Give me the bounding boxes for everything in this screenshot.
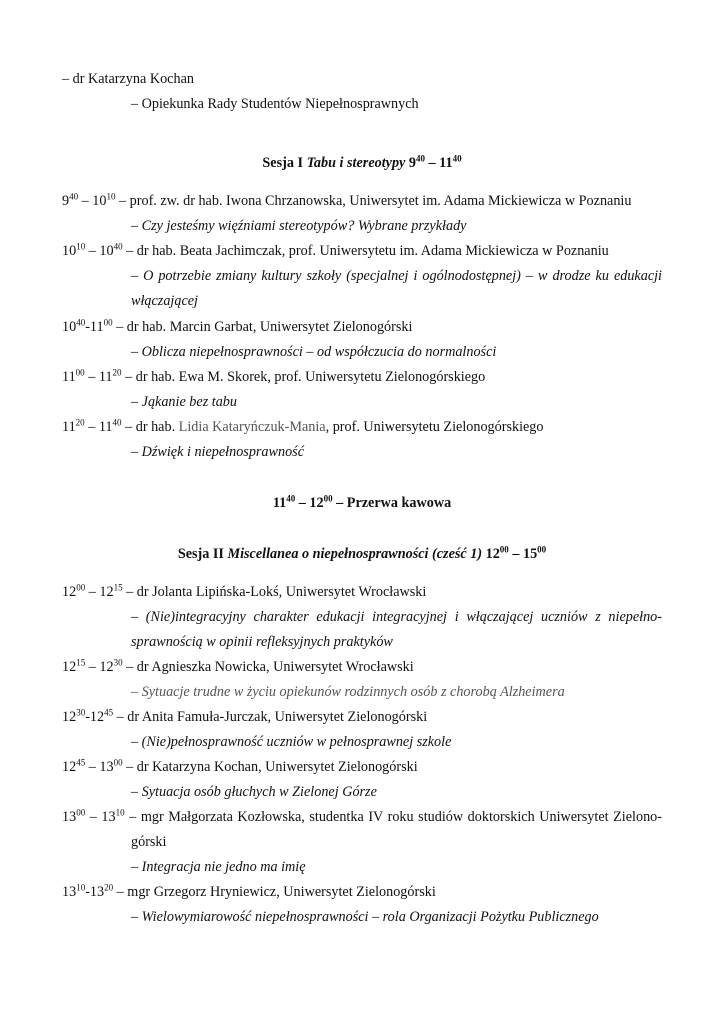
- talk-speaker: $13^{10}-13^{20}$ – mgr Grzegorz Hryniewicz, Uniwersytet Zielonogórski: [62, 882, 436, 900]
- talk-speaker: $12^{45} - 13^{00}$ – dr Katarzyna Kochan, Uniwersytet Zielonogórski: [62, 757, 418, 775]
- coordinator-name: – dr Katarzyna Kochan: [62, 71, 194, 87]
- talk-speaker: $12^{30}-12^{45}$ – dr Anita Famuła-Jurczak, Uniwersytet Zielonogórski: [62, 707, 428, 725]
- talk-speaker: $11^{00} - 11^{20}$ – dr hab. Ewa M. Skorek, prof. Uniwersytetu Zielonogórskiego: [62, 367, 486, 385]
- talk-speaker: $9^{40} - 10^{10}$ – prof. zw. dr hab. Iwona Chrzanowska, Uniwersytet im. Adama Mickiewicza w Poznaniu: [62, 191, 632, 209]
- session-2-heading: Sesja II Miscellanea o niepełnosprawności (cześć 1) $12^{00} - 15^{00}$: [177, 544, 547, 562]
- talk-speaker-cont: górski: [131, 834, 167, 850]
- coordinator-role: – Opiekunka Rady Studentów Niepełnosprawnych: [131, 96, 419, 112]
- talk-title: – Jąkanie bez tabu: [131, 394, 237, 410]
- talk-title: – Wielowymiarowość niepełnosprawności – rola Organizacji Pożytku Publicznego: [131, 909, 599, 925]
- talk-title-cont: sprawnością w opinii refleksyjnych praktyków: [131, 634, 393, 650]
- talk-title: – Sytuacja osób głuchych w Zielonej Górze: [131, 784, 377, 800]
- talk-speaker: $12^{15} - 12^{30}$ – dr Agnieszka Nowicka, Uniwersytet Wrocławski: [62, 657, 414, 675]
- talk-speaker: $10^{10} - 10^{40}$ – dr hab. Beata Jachimczak, prof. Uniwersytetu im. Adama Mickiewicza w Poznaniu: [62, 241, 609, 259]
- talk-title-cont: włączającej: [131, 293, 198, 309]
- talk-title: – Czy jesteśmy więźniami stereotypów? Wybrane przykłady: [131, 218, 467, 234]
- talk-speaker: $11^{20} - 11^{40}$ – dr hab. Lidia Kataryńczuk-Mania, prof. Uniwersytetu Zielonogórskiego: [62, 417, 544, 435]
- talk-title: – (Nie)integracyjny charakter edukacji integracyjnej i włączającej uczniów z niepełno-: [131, 609, 662, 625]
- talk-title: – Integracja nie jedno ma imię: [131, 859, 306, 875]
- talk-title: – Oblicza niepełnosprawności – od współczucia do normalności: [131, 344, 497, 360]
- session-1-heading: Sesja I Tabu i stereotypy $9^{40} - 11^{40}$: [262, 153, 462, 171]
- talk-speaker: $10^{40}-11^{00}$ – dr hab. Marcin Garbat, Uniwersytet Zielonogórski: [62, 317, 413, 335]
- talk-title: – Sytuacje trudne w życiu opiekunów rodzinnych osób z chorobą Alzheimera: [131, 684, 565, 700]
- talk-title: – (Nie)pełnosprawność uczniów w pełnosprawnej szkole: [131, 734, 452, 750]
- talk-speaker: $12^{00} - 12^{15}$ – dr Jolanta Lipińska-Lokś, Uniwersytet Wrocławski: [62, 582, 427, 600]
- talk-title: – O potrzebie zmiany kultury szkoły (specjalnej i ogólnodostępnej) – w drodze ku edukacji: [131, 268, 662, 284]
- talk-speaker: $13^{00} - 13^{10}$ – mgr Małgorzata Kozłowska, studentka IV roku studiów doktorskich Uniwersytet Zielono-: [62, 807, 662, 825]
- coffee-break: $11^{40} - 12^{00}$ – Przerwa kawowa: [272, 493, 452, 511]
- talk-title: – Dźwięk i niepełnosprawność: [131, 444, 304, 460]
